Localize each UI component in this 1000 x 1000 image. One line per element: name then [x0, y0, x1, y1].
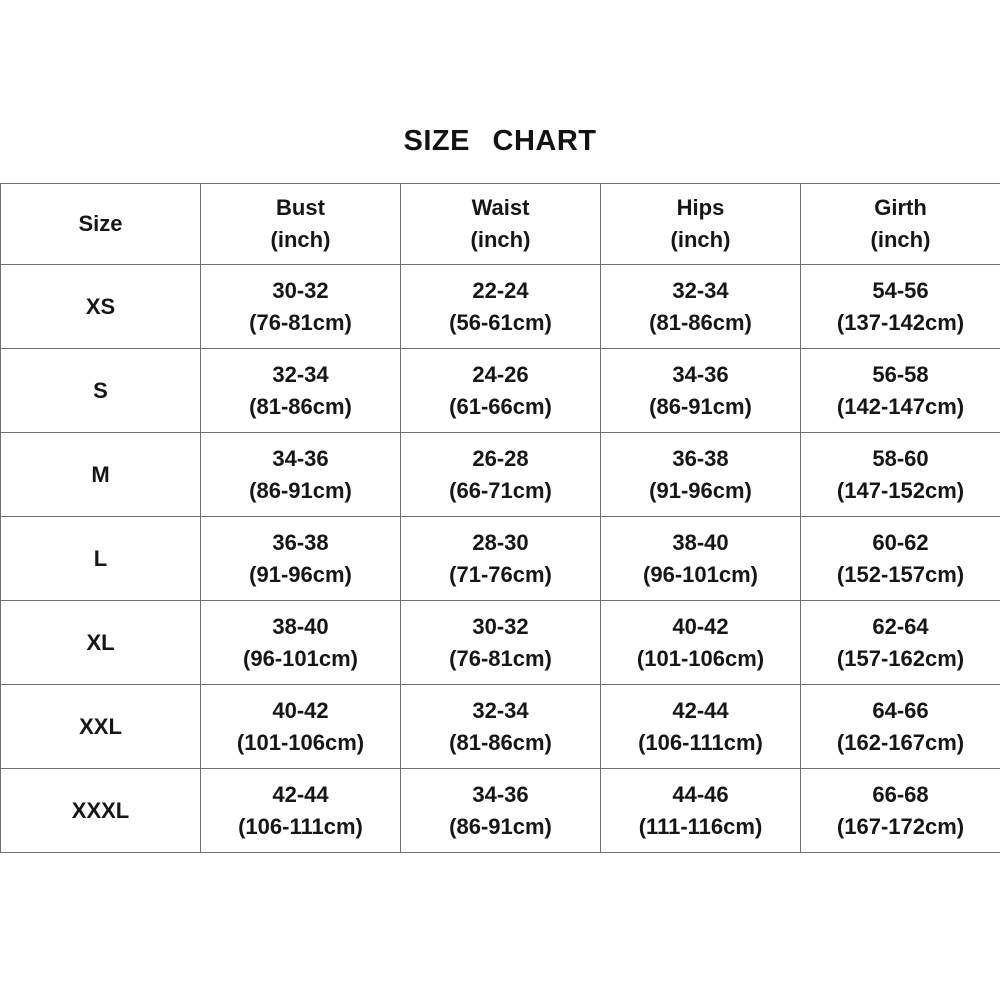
size-cell — [1, 685, 201, 769]
size-label: XL — [86, 629, 115, 655]
inch-value: 62-64 — [872, 613, 929, 639]
cm-value: (91-96cm) — [649, 477, 752, 503]
cm-value: (76-81cm) — [249, 309, 352, 335]
cm-value: (91-96cm) — [249, 561, 352, 587]
inch-value: 56-58 — [872, 361, 929, 387]
hips-cell — [601, 769, 801, 853]
bust-cell — [201, 769, 401, 853]
bust-cell — [201, 433, 401, 517]
waist-cell — [401, 349, 601, 433]
inch-value: 44-46 — [672, 781, 729, 807]
girth-cell — [801, 517, 1000, 601]
header-label: Girth — [874, 195, 927, 220]
hips-cell — [601, 685, 801, 769]
bust-cell — [201, 517, 401, 601]
cm-value: (152-157cm) — [836, 561, 965, 587]
inch-value: 64-66 — [872, 697, 929, 723]
cm-value: (111-116cm) — [638, 813, 763, 839]
inch-value: 36-38 — [672, 445, 729, 471]
header-cell-bust — [201, 184, 401, 265]
cm-value: (106-111cm) — [638, 729, 763, 755]
hips-cell — [601, 601, 801, 685]
table-row — [1, 769, 1000, 853]
cm-value: (86-91cm) — [449, 813, 552, 839]
cm-value: (66-71cm) — [449, 477, 552, 503]
inch-value: 30-32 — [472, 613, 529, 639]
inch-value: 32-34 — [672, 277, 729, 303]
cm-value: (96-101cm) — [643, 561, 758, 587]
cm-value: (147-152cm) — [836, 477, 965, 503]
cm-value: (142-147cm) — [836, 393, 965, 419]
bust-cell — [201, 685, 401, 769]
header-label: Waist — [471, 195, 530, 220]
header-unit: (inch) — [270, 227, 331, 252]
girth-cell — [801, 349, 1000, 433]
size-label: XXXL — [71, 797, 130, 823]
cm-value: (56-61cm) — [449, 309, 552, 335]
size-cell — [1, 517, 201, 601]
table-row — [1, 349, 1000, 433]
inch-value: 60-62 — [872, 529, 929, 555]
inch-value: 32-34 — [472, 697, 529, 723]
cm-value: (81-86cm) — [649, 309, 752, 335]
waist-cell — [401, 265, 601, 349]
size-cell — [1, 769, 201, 853]
cm-value: (86-91cm) — [649, 393, 752, 419]
header-label: Bust — [276, 195, 325, 220]
size-cell — [1, 349, 201, 433]
inch-value: 40-42 — [672, 613, 729, 639]
inch-value: 30-32 — [272, 277, 329, 303]
waist-cell — [401, 601, 601, 685]
size-cell — [1, 601, 201, 685]
inch-value: 42-44 — [272, 781, 329, 807]
girth-cell — [801, 685, 1000, 769]
cm-value: (81-86cm) — [249, 393, 352, 419]
header-cell-girth — [801, 184, 1000, 265]
cm-value: (86-91cm) — [249, 477, 352, 503]
table-row — [1, 685, 1000, 769]
page-title: SIZE CHART — [403, 125, 597, 157]
inch-value: 36-38 — [272, 529, 329, 555]
girth-cell — [801, 265, 1000, 349]
inch-value: 34-36 — [672, 361, 729, 387]
inch-value: 42-44 — [672, 697, 729, 723]
size-label: L — [93, 545, 108, 571]
table-row — [1, 433, 1000, 517]
cm-value: (71-76cm) — [449, 561, 552, 587]
size-label: XXL — [79, 713, 122, 739]
cm-value: (61-66cm) — [449, 393, 552, 419]
cm-value: (157-162cm) — [836, 645, 965, 671]
girth-cell — [801, 433, 1000, 517]
header-label: Hips — [676, 195, 725, 220]
waist-cell — [401, 517, 601, 601]
girth-cell — [801, 769, 1000, 853]
girth-cell — [801, 601, 1000, 685]
inch-value: 22-24 — [472, 277, 529, 303]
header-label: Size — [78, 211, 123, 236]
waist-cell — [401, 433, 601, 517]
inch-value: 66-68 — [872, 781, 929, 807]
cm-value: (167-172cm) — [836, 813, 965, 839]
header-unit: (inch) — [670, 227, 731, 252]
size-cell — [1, 265, 201, 349]
hips-cell — [601, 265, 801, 349]
size-label: S — [93, 377, 108, 403]
header-unit: (inch) — [870, 227, 931, 252]
waist-cell — [401, 685, 601, 769]
header-cell-waist — [401, 184, 601, 265]
bust-cell — [201, 601, 401, 685]
size-label: XS — [85, 293, 116, 319]
cm-value: (106-111cm) — [238, 813, 363, 839]
cm-value: (96-101cm) — [243, 645, 358, 671]
table-row — [1, 517, 1000, 601]
header-unit: (inch) — [470, 227, 531, 252]
inch-value: 34-36 — [472, 781, 529, 807]
inch-value: 38-40 — [272, 613, 329, 639]
cm-value: (137-142cm) — [836, 309, 965, 335]
hips-cell — [601, 433, 801, 517]
inch-value: 40-42 — [272, 697, 329, 723]
cm-value: (76-81cm) — [449, 645, 552, 671]
cm-value: (101-106cm) — [636, 645, 765, 671]
waist-cell — [401, 769, 601, 853]
bust-cell — [201, 349, 401, 433]
cm-value: (162-167cm) — [836, 729, 965, 755]
bust-cell — [201, 265, 401, 349]
table-body — [1, 265, 1000, 853]
inch-value: 26-28 — [472, 445, 529, 471]
inch-value: 32-34 — [272, 361, 329, 387]
header-cell-size — [1, 184, 201, 265]
inch-value: 34-36 — [272, 445, 329, 471]
size-label: M — [91, 461, 110, 487]
size-chart-table — [0, 183, 1000, 853]
table-row — [1, 265, 1000, 349]
table-header — [1, 184, 1000, 265]
inch-value: 54-56 — [872, 277, 929, 303]
cm-value: (81-86cm) — [449, 729, 552, 755]
hips-cell — [601, 517, 801, 601]
header-row — [1, 184, 1000, 265]
inch-value: 38-40 — [672, 529, 729, 555]
size-cell — [1, 433, 201, 517]
inch-value: 24-26 — [472, 361, 529, 387]
cm-value: (101-106cm) — [236, 729, 365, 755]
hips-cell — [601, 349, 801, 433]
inch-value: 28-30 — [472, 529, 529, 555]
header-cell-hips — [601, 184, 801, 265]
table-row — [1, 601, 1000, 685]
inch-value: 58-60 — [872, 445, 929, 471]
